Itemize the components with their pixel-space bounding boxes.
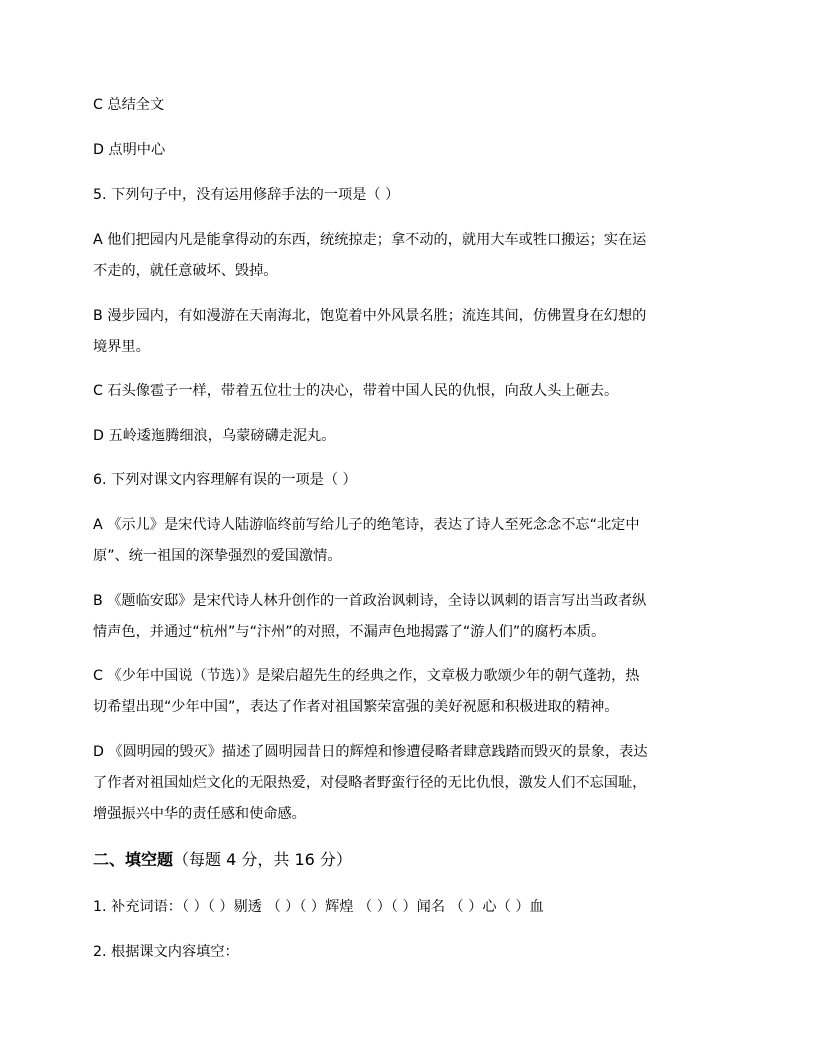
q6-option-d-line3: 增强振兴中华的责任感和使命感。 <box>93 806 306 822</box>
fill-question-2: 2. 根据课文内容填空： <box>93 944 239 960</box>
q6-option-c-line2: 切希望出现“少年中国”，表达了作者对祖国繁荣富强的美好祝愿和积极进取的精神。 <box>93 699 619 715</box>
section-score-note: （每题 4 分，共 16 分） <box>173 850 352 869</box>
q5-option-c: C 石头像雹子一样，带着五位壮士的决心，带着中国人民的仇恨，向敌人头上砸去。 <box>93 383 619 399</box>
fill-question-1: 1. 补充词语：（ ）（ ）剔透 （ ）（ ）辉煌 （ ）（ ）闻名 （ ）心（ ）血 <box>93 899 544 915</box>
q5-option-a-line2: 不走的，就任意破坏、毁掉。 <box>93 263 278 279</box>
question-5: 5. 下列句子中，没有运用修辞手法的一项是（ ） <box>93 187 400 203</box>
q6-option-d-line2: 了作者对祖国灿烂文化的无限热爱，对侵略者野蛮行径的无比仇恨，激发人们不忘国耻， <box>93 775 647 791</box>
question-6: 6. 下列对课文内容理解有误的一项是（ ） <box>93 472 357 488</box>
section-title: 二、填空题 <box>93 850 174 869</box>
q6-option-c-line1: C 《少年中国说（节选）》是梁启超先生的经典之作，文章极力歌颂少年的朝气蓬勃，热 <box>93 668 640 684</box>
option-d-center: D 点明中心 <box>93 142 166 158</box>
option-c-summary: C 总结全文 <box>93 97 165 113</box>
q6-option-a-line2: 原”、统一祖国的深挚强烈的爱国激情。 <box>93 548 342 564</box>
q6-option-a-line1: A 《示儿》是宋代诗人陆游临终前写给儿子的绝笔诗，表达了诗人至死念念不忘“北定中 <box>93 517 640 533</box>
q6-option-d-line1: D 《圆明园的毁灭》描述了圆明园昔日的辉煌和惨遭侵略者肆意践踏而毁灭的景象，表达 <box>93 744 648 760</box>
q6-option-b-line2: 情声色，并通过“杭州”与“汴州”的对照，不漏声色地揭露了“游人们”的腐朽本质。 <box>93 624 606 640</box>
section-heading-fill-in <box>93 849 352 871</box>
q5-option-b-line2: 境界里。 <box>93 339 150 355</box>
q5-option-b-line1: B 漫步园内，有如漫游在天南海北，饱览着中外风景名胜；流连其间，仿佛置身在幻想的 <box>93 308 647 324</box>
q5-option-a-line1: A 他们把园内凡是能拿得动的东西，统统掠走；拿不动的，就用大车或牲口搬运；实在运 <box>93 232 647 248</box>
q5-option-d: D 五岭逶迤腾细浪，乌蒙磅礴走泥丸。 <box>93 428 336 444</box>
q6-option-b-line1: B 《题临安邸》是宋代诗人林升创作的一首政治讽刺诗，全诗以讽刺的语言写出当政者纵 <box>93 593 647 609</box>
